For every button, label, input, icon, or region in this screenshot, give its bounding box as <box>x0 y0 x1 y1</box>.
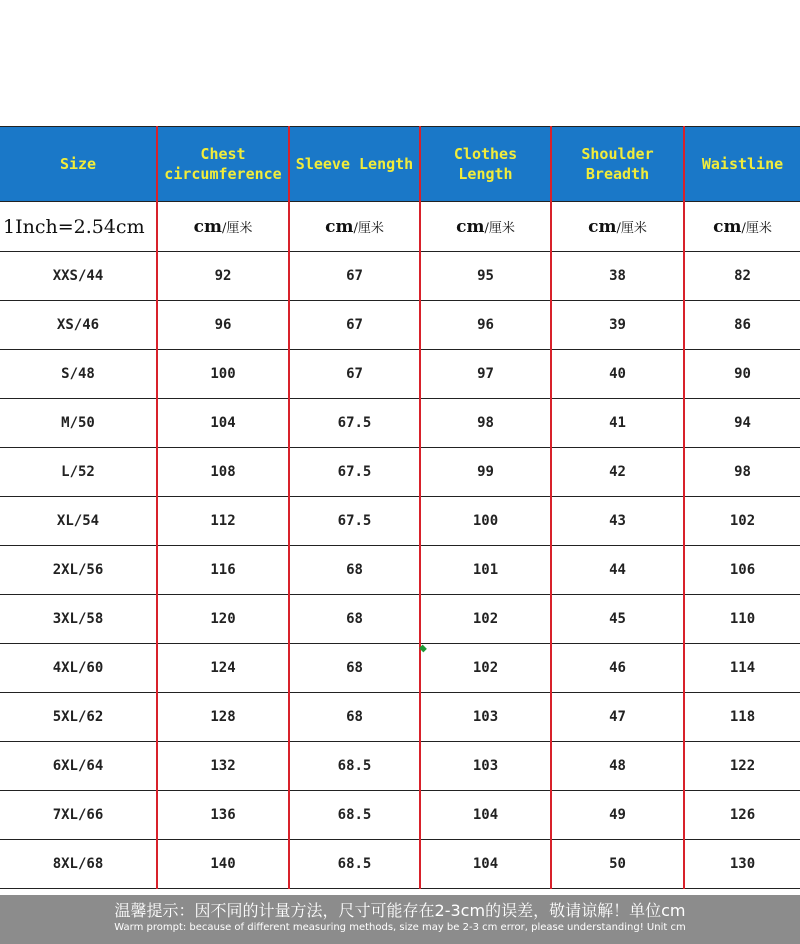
measurement-cell: 92 <box>157 252 289 301</box>
measurement-cell: 96 <box>420 301 551 350</box>
unit-main: cm <box>325 216 354 237</box>
table-row <box>0 252 800 301</box>
measurement-cell: 86 <box>684 301 800 350</box>
header-clothes-length <box>420 127 551 202</box>
table-row <box>0 742 800 791</box>
measurement-cell: 44 <box>551 546 684 595</box>
header-chest-circumference <box>157 127 289 202</box>
measurement-cell: 114 <box>684 644 800 693</box>
header-waistline <box>684 127 800 202</box>
measurement-cell: 101 <box>420 546 551 595</box>
measurement-cell: 97 <box>420 350 551 399</box>
measurement-cell: 38 <box>551 252 684 301</box>
size-rows <box>0 252 800 889</box>
size-cell: 7XL/66 <box>0 791 157 840</box>
table-row <box>0 301 800 350</box>
unit-sub: /厘米 <box>616 220 647 236</box>
header-label-line: Sleeve Length <box>295 155 414 173</box>
measurement-cell: 104 <box>420 791 551 840</box>
size-cell: L/52 <box>0 448 157 497</box>
size-cell: XXS/44 <box>0 252 157 301</box>
measurement-cell: 67.5 <box>289 448 420 497</box>
measurement-cell: 106 <box>684 546 800 595</box>
header-label-line: Size <box>59 155 97 173</box>
table-row <box>0 840 800 889</box>
size-cell: 2XL/56 <box>0 546 157 595</box>
unit-label <box>289 202 420 252</box>
inch-conversion-note: 1Inch=2.54cm <box>0 202 157 252</box>
measurement-cell: 67 <box>289 350 420 399</box>
unit-sub: /厘米 <box>484 220 515 236</box>
header-shoulder-breadth <box>551 127 684 202</box>
measurement-cell: 68.5 <box>289 791 420 840</box>
unit-main: cm <box>456 216 485 237</box>
measurement-cell: 48 <box>551 742 684 791</box>
size-cell: 5XL/62 <box>0 693 157 742</box>
table-row <box>0 497 800 546</box>
measurement-cell: 116 <box>157 546 289 595</box>
measurement-cell: 68 <box>289 644 420 693</box>
measurement-cell: 100 <box>420 497 551 546</box>
measurement-cell: 103 <box>420 693 551 742</box>
measurement-cell: 112 <box>157 497 289 546</box>
unit-label <box>551 202 684 252</box>
measurement-cell: 120 <box>157 595 289 644</box>
warm-prompt-english: Warm prompt: because of different measuring methods, size may be 2-3 cm error, please understanding! Unit cm <box>114 922 686 933</box>
measurement-cell: 68.5 <box>289 840 420 889</box>
header-label-line: Waistline <box>701 155 784 173</box>
size-cell: 6XL/64 <box>0 742 157 791</box>
header-label-line: Breadth <box>585 165 650 183</box>
measurement-cell: 39 <box>551 301 684 350</box>
unit-label <box>420 202 551 252</box>
warm-prompt-banner <box>0 895 800 944</box>
measurement-cell: 98 <box>684 448 800 497</box>
measurement-cell: 67 <box>289 252 420 301</box>
table-row <box>0 350 800 399</box>
measurement-cell: 94 <box>684 399 800 448</box>
header-label-line: circumference <box>164 165 282 183</box>
size-cell: XL/54 <box>0 497 157 546</box>
measurement-cell: 42 <box>551 448 684 497</box>
table-row <box>0 546 800 595</box>
measurement-cell: 132 <box>157 742 289 791</box>
header-label-line: Clothes <box>453 145 518 163</box>
measurement-cell: 68.5 <box>289 742 420 791</box>
measurement-cell: 102 <box>420 595 551 644</box>
measurement-cell: 45 <box>551 595 684 644</box>
unit-sub: /厘米 <box>221 220 253 236</box>
header-label-line: Length <box>458 165 513 183</box>
header-sleeve-length <box>289 127 420 202</box>
measurement-cell: 118 <box>684 693 800 742</box>
measurement-cell: 128 <box>157 693 289 742</box>
measurement-cell: 108 <box>157 448 289 497</box>
measurement-cell: 98 <box>420 399 551 448</box>
header-label-line: Shoulder <box>581 145 654 163</box>
header-row <box>0 127 800 202</box>
measurement-cell: 67.5 <box>289 399 420 448</box>
size-cell: XS/46 <box>0 301 157 350</box>
measurement-cell: 95 <box>420 252 551 301</box>
unit-main: cm <box>588 216 617 237</box>
measurement-cell: 68 <box>289 693 420 742</box>
measurement-cell: 103 <box>420 742 551 791</box>
table-row <box>0 791 800 840</box>
measurement-cell: 102 <box>684 497 800 546</box>
measurement-cell: 99 <box>420 448 551 497</box>
measurement-cell: 67 <box>289 301 420 350</box>
size-chart <box>0 126 800 889</box>
size-cell: M/50 <box>0 399 157 448</box>
header-size <box>0 127 157 202</box>
table-row <box>0 595 800 644</box>
measurement-cell: 40 <box>551 350 684 399</box>
size-cell: S/48 <box>0 350 157 399</box>
measurement-cell: 41 <box>551 399 684 448</box>
unit-label <box>157 202 289 252</box>
measurement-cell: 47 <box>551 693 684 742</box>
measurement-cell: 104 <box>157 399 289 448</box>
measurement-cell: 43 <box>551 497 684 546</box>
table-row <box>0 693 800 742</box>
unit-main: cm <box>193 216 222 237</box>
table-row <box>0 448 800 497</box>
measurement-cell: 124 <box>157 644 289 693</box>
size-table <box>0 126 800 889</box>
measurement-cell: 82 <box>684 252 800 301</box>
measurement-cell: 96 <box>157 301 289 350</box>
unit-label <box>684 202 800 252</box>
measurement-cell: 102 <box>420 644 551 693</box>
size-cell: 4XL/60 <box>0 644 157 693</box>
measurement-cell: 67.5 <box>289 497 420 546</box>
size-cell: 8XL/68 <box>0 840 157 889</box>
unit-sub: /厘米 <box>353 220 384 236</box>
unit-sub: /厘米 <box>741 220 772 236</box>
table-row <box>0 644 800 693</box>
measurement-cell: 50 <box>551 840 684 889</box>
size-cell: 3XL/58 <box>0 595 157 644</box>
measurement-cell: 140 <box>157 840 289 889</box>
unit-row <box>0 202 800 252</box>
measurement-cell: 136 <box>157 791 289 840</box>
warm-prompt-chinese: 温馨提示：因不同的计量方法，尺寸可能存在2-3cm的误差，敬请谅解！单位cm <box>114 901 686 920</box>
measurement-cell: 68 <box>289 595 420 644</box>
measurement-cell: 100 <box>157 350 289 399</box>
measurement-cell: 90 <box>684 350 800 399</box>
measurement-cell: 68 <box>289 546 420 595</box>
measurement-cell: 130 <box>684 840 800 889</box>
measurement-cell: 110 <box>684 595 800 644</box>
header-label-line: Chest <box>200 145 246 163</box>
measurement-cell: 46 <box>551 644 684 693</box>
measurement-cell: 49 <box>551 791 684 840</box>
unit-main: cm <box>713 216 742 237</box>
table-row <box>0 399 800 448</box>
measurement-cell: 126 <box>684 791 800 840</box>
measurement-cell: 104 <box>420 840 551 889</box>
measurement-cell: 122 <box>684 742 800 791</box>
